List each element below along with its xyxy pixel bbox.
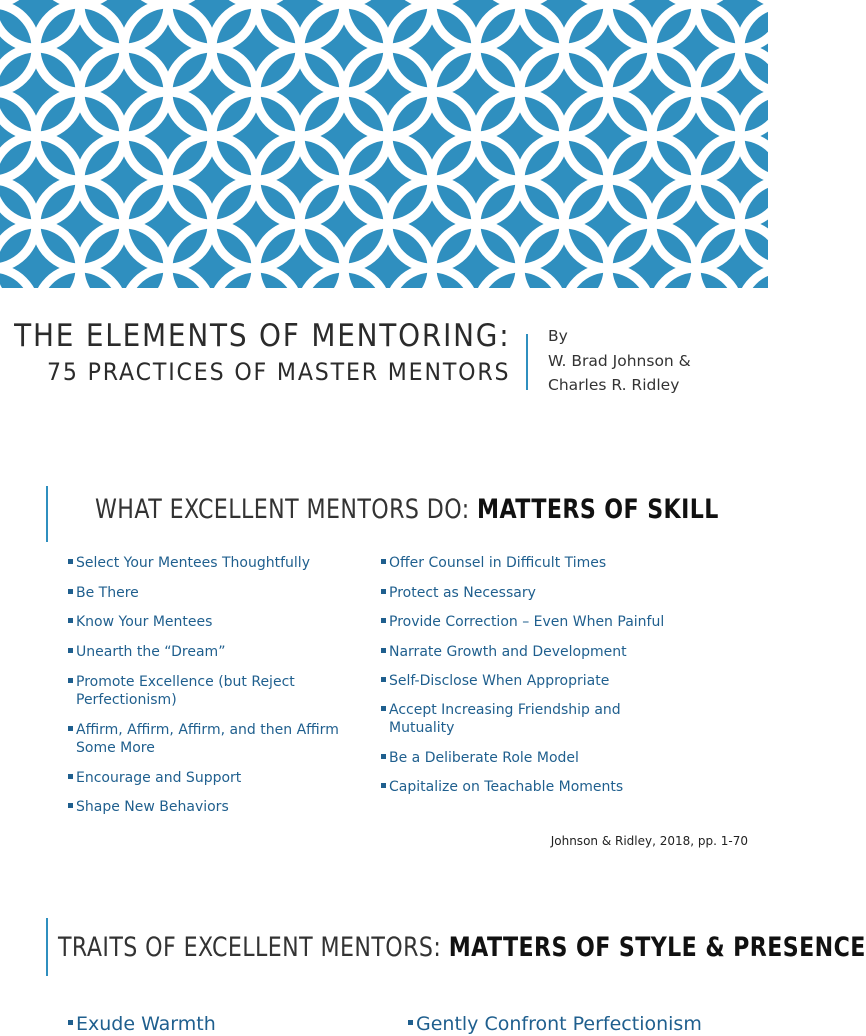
list-item-text: Narrate Growth and Development <box>389 644 627 660</box>
square-bullet-icon <box>68 589 73 594</box>
square-bullet-icon <box>68 774 73 779</box>
square-bullet-icon <box>68 559 73 564</box>
square-bullet-icon <box>381 783 386 788</box>
list-item <box>68 613 348 631</box>
list-item <box>68 673 348 709</box>
citation: Johnson & Ridley, 2018, pp. 1-70 <box>550 834 748 848</box>
list-item-text: Exude Warmth <box>76 1013 216 1035</box>
square-bullet-icon <box>68 648 73 653</box>
square-bullet-icon <box>381 754 386 759</box>
list-item-text: Affirm, Affirm, Affirm, and then Affirm Some More <box>76 722 339 756</box>
square-bullet-icon <box>381 589 386 594</box>
list-item <box>381 701 671 737</box>
list-item-text: Accept Increasing Friendship and Mutuality <box>389 702 621 736</box>
section-1-left-list <box>68 554 348 816</box>
list-item-text: Offer Counsel in Difficult Times <box>389 555 607 571</box>
list-item <box>68 643 348 661</box>
square-bullet-icon <box>381 706 386 711</box>
square-bullet-icon <box>68 726 73 731</box>
circle-pattern <box>0 0 768 288</box>
list-item <box>381 613 671 631</box>
section-2-title <box>58 932 866 963</box>
section-1-title-strong: MATTERS OF SKILL <box>477 494 719 525</box>
list-item <box>381 672 671 690</box>
section-2-accent-bar <box>46 918 48 976</box>
square-bullet-icon <box>68 803 73 808</box>
list-item <box>381 584 671 602</box>
section-2-left-list <box>68 1012 348 1036</box>
square-bullet-icon <box>381 618 386 623</box>
list-item-text: Provide Correction – Even When Painful <box>389 614 665 630</box>
title-line-2: 75 PRACTICES OF MASTER MENTORS <box>46 358 510 386</box>
list-item <box>68 798 348 816</box>
section-2-right-list <box>408 1012 738 1036</box>
section-1-accent-bar <box>46 486 48 542</box>
list-item <box>381 643 671 661</box>
square-bullet-icon <box>68 1020 73 1025</box>
square-bullet-icon <box>68 678 73 683</box>
list-item-text: Know Your Mentees <box>76 614 213 630</box>
title-line-1: THE ELEMENTS OF MENTORING: <box>13 318 510 354</box>
decorative-banner <box>0 0 768 288</box>
list-item-text: Gently Confront Perfectionism <box>416 1013 702 1035</box>
title-block <box>0 316 768 406</box>
title-divider <box>526 334 528 390</box>
list-item <box>68 584 348 602</box>
byline-author-1: W. Brad Johnson & <box>548 351 691 370</box>
byline-by: By <box>548 327 568 345</box>
list-item <box>381 778 671 796</box>
square-bullet-icon <box>408 1020 413 1025</box>
list-item <box>68 554 348 572</box>
list-item-text: Be There <box>76 585 139 601</box>
list-item-text: Select Your Mentees Thoughtfully <box>76 555 310 571</box>
section-1-right-list <box>381 554 671 796</box>
list-item-text: Protect as Necessary <box>389 585 536 601</box>
section-2-title-prefix: TRAITS OF EXCELLENT MENTORS: <box>58 932 449 963</box>
list-item <box>381 554 671 572</box>
list-item <box>381 749 671 767</box>
list-item-text: Promote Excellence (but Reject Perfectionism) <box>76 674 295 708</box>
byline <box>548 324 691 398</box>
square-bullet-icon <box>381 559 386 564</box>
list-item <box>408 1012 738 1036</box>
section-1-title-prefix: WHAT EXCELLENT MENTORS DO: <box>95 494 478 525</box>
byline-author-2: Charles R. Ridley <box>548 376 680 394</box>
list-item-text: Encourage and Support <box>76 770 242 786</box>
list-item-text: Self-Disclose When Appropriate <box>389 673 610 689</box>
list-item-text: Be a Deliberate Role Model <box>389 750 579 766</box>
list-item-text: Unearth the “Dream” <box>76 644 226 660</box>
main-title <box>0 318 510 390</box>
list-item-text: Shape New Behaviors <box>76 799 229 815</box>
square-bullet-icon <box>381 677 386 682</box>
list-item-text: Capitalize on Teachable Moments <box>389 779 624 795</box>
square-bullet-icon <box>381 648 386 653</box>
square-bullet-icon <box>68 618 73 623</box>
list-item <box>68 1012 348 1036</box>
section-1-title <box>95 494 719 525</box>
section-2-title-strong: MATTERS OF STYLE & PRESENCE <box>448 932 866 963</box>
list-item <box>68 769 348 787</box>
list-item <box>68 721 348 757</box>
